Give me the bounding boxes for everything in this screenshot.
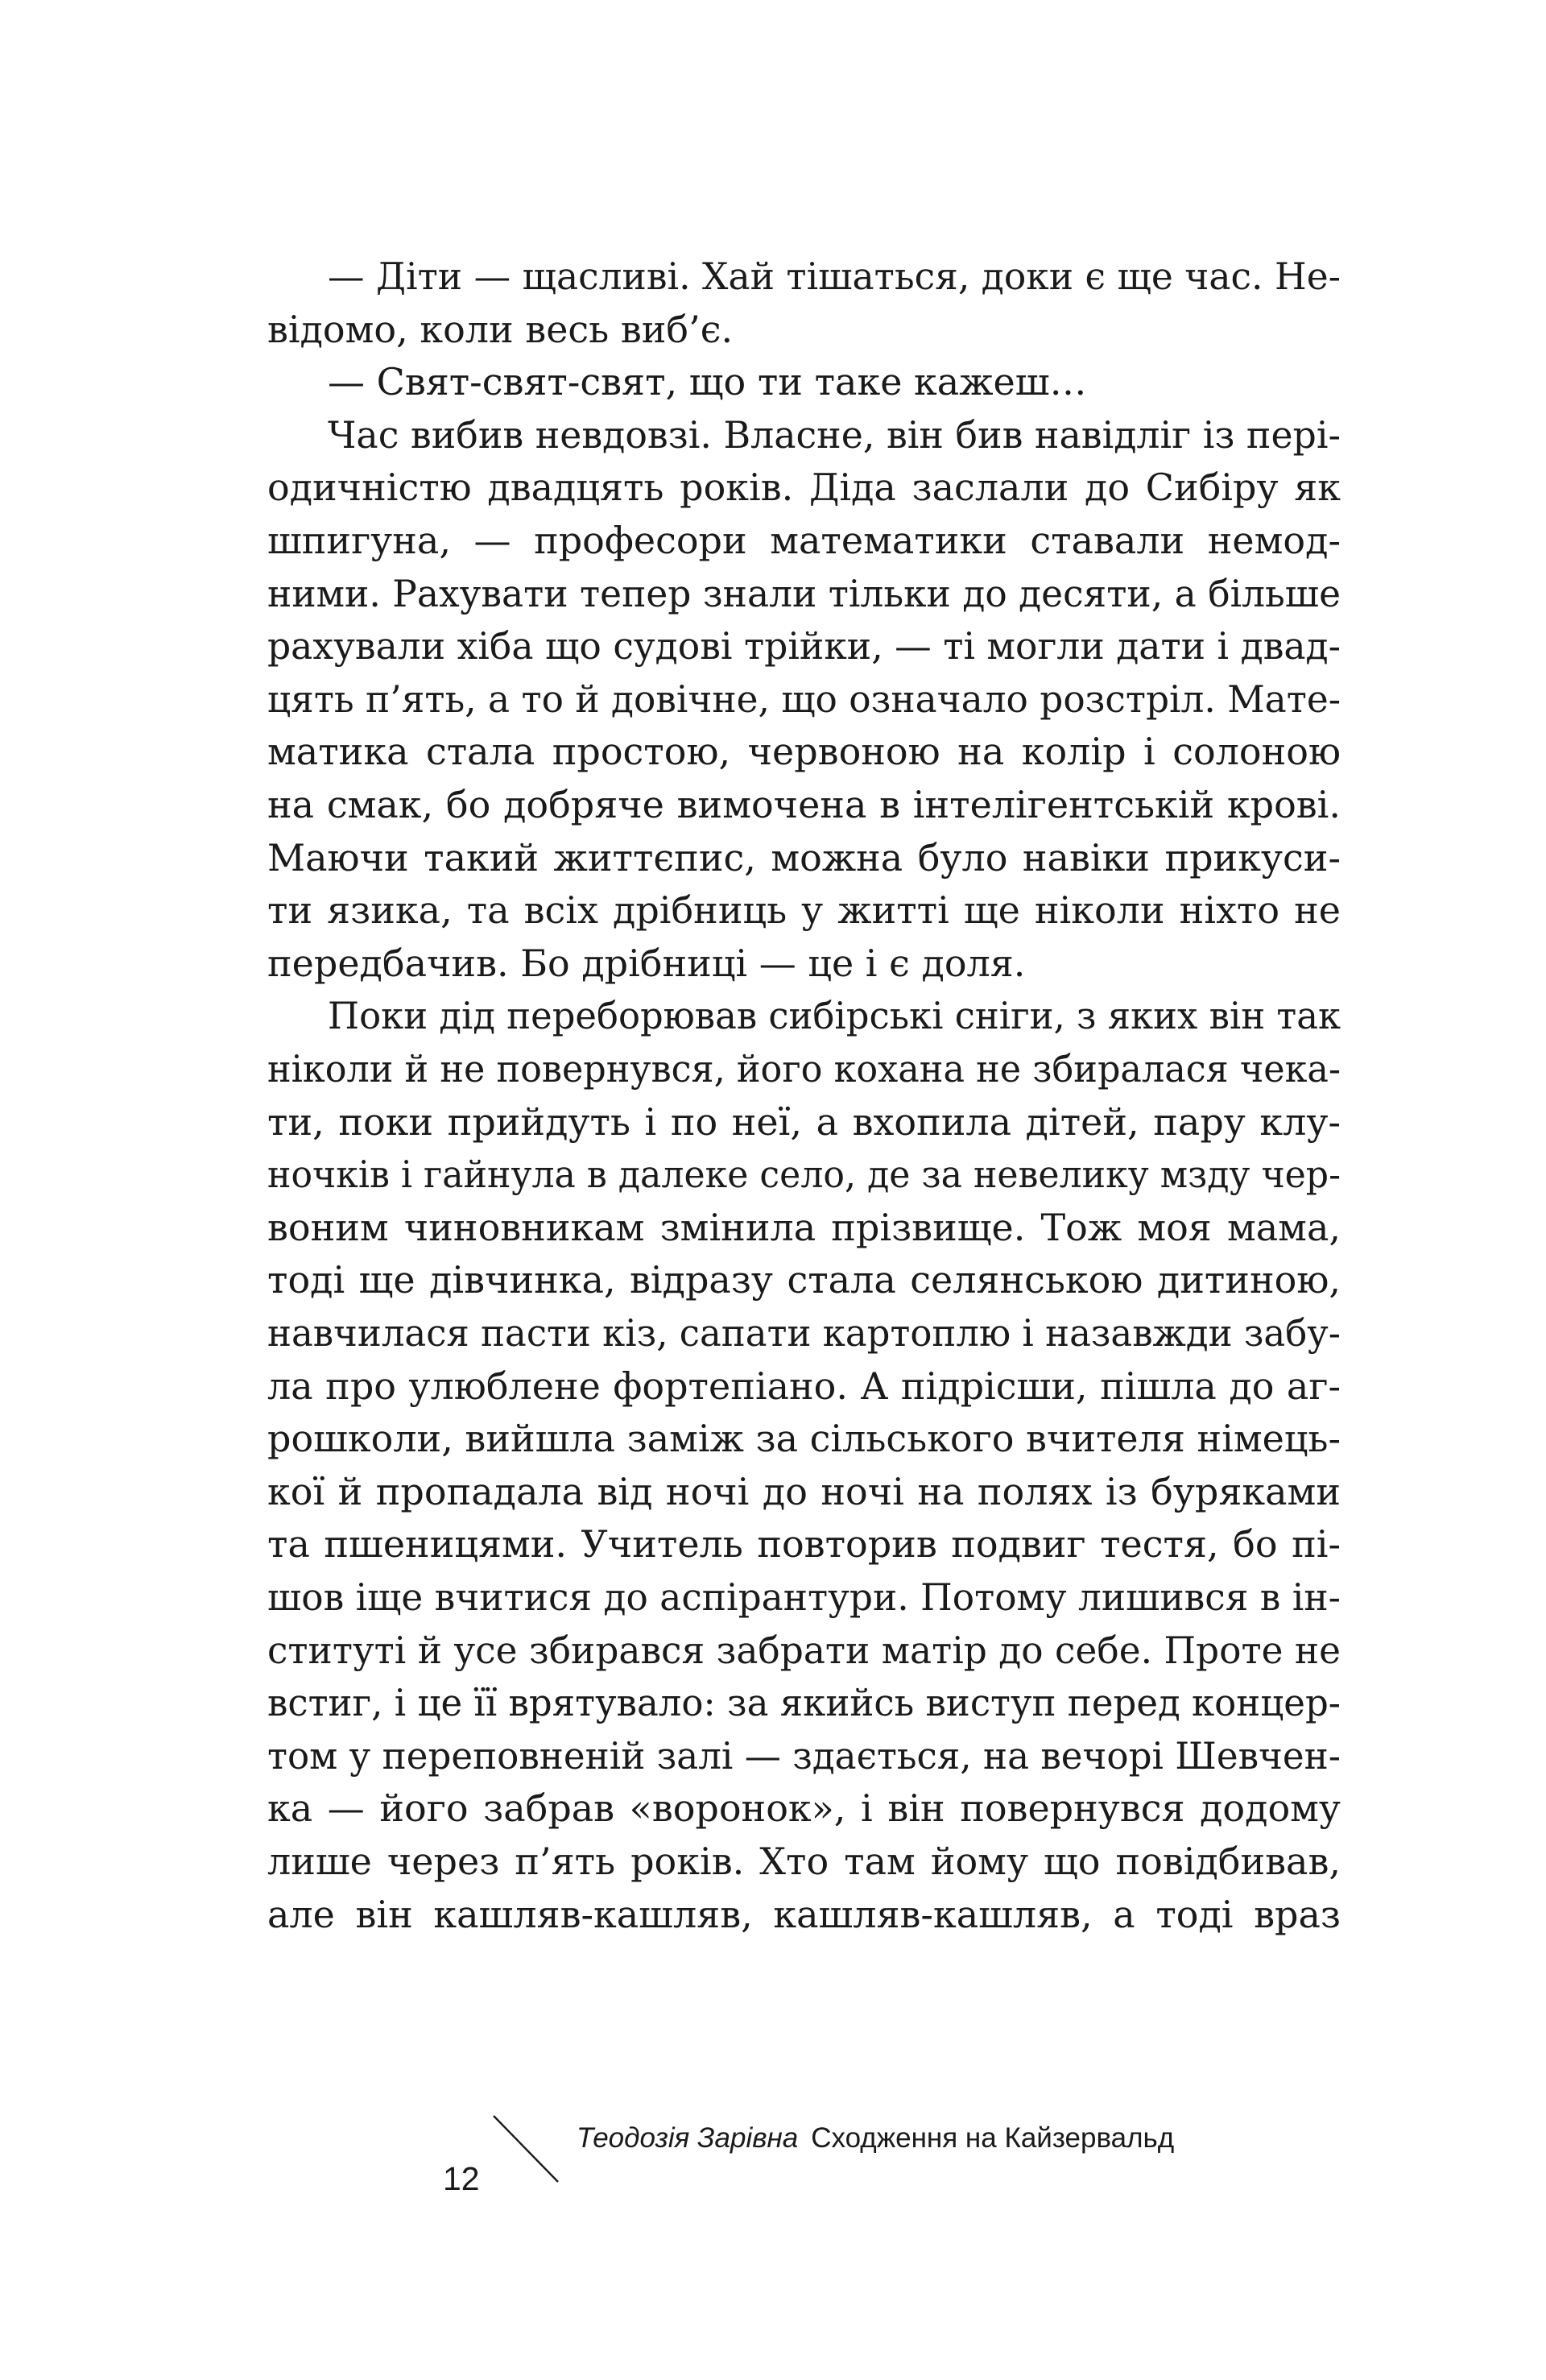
text-line: ка — його забрав «воронок», і він повернувся додому bbox=[267, 1786, 1341, 1831]
text-line: воним чиновникам змінила прізвище. Тож моя мама, bbox=[267, 1205, 1341, 1249]
text-line: встиг, і це її врятувало: за якийсь виступ перед концер- bbox=[267, 1681, 1341, 1725]
text-line: ти язика, та всіх дрібниць у житті ще ніколи ніхто не bbox=[267, 888, 1341, 933]
text-line: одичністю двадцять років. Діда заслали до Сибіру як bbox=[267, 466, 1341, 510]
footer-book-title: Сходження на Кайзервальд bbox=[811, 2122, 1175, 2154]
text-line: навчилася пасти кіз, сапати картоплю і назавжди забу- bbox=[267, 1311, 1341, 1355]
text-line: цять п’ять, а то й довічне, що означало розстріл. Мате- bbox=[267, 677, 1341, 721]
text-line: матика стала простою, червоною на колір і солоною bbox=[267, 730, 1341, 774]
text-line: рошколи, вийшла заміж за сільського вчителя німець- bbox=[267, 1417, 1341, 1461]
text-line: на смак, бо добряче вимочена в інтелігентській крові. bbox=[267, 783, 1341, 826]
text-line: ти, поки прийдуть і по неї, а вхопила дітей, пару клу- bbox=[267, 1099, 1341, 1144]
text-line: ла про улюблене фортепіано. А підрісши, пішла до аг- bbox=[267, 1364, 1341, 1408]
paragraph-first-line: — Діти — щасливі. Хай тішаться, доки є ще час. Не- bbox=[328, 255, 1341, 298]
text-line: та пшеницями. Учитель повторив подвиг тестя, бо пі- bbox=[267, 1522, 1341, 1567]
text-line: передбачив. Бо дрібниці — це і є доля. bbox=[267, 941, 1026, 985]
text-line: ними. Рахувати тепер знали тільки до десяти, а більше bbox=[267, 571, 1341, 615]
text-line: том у переповненій залі — здається, на вечорі Шевчен- bbox=[267, 1733, 1341, 1778]
text-line: лише через п’ять років. Хто там йому що повідбивав, bbox=[267, 1840, 1341, 1883]
text-line: Маючи такий життєпис, можна було навіки прикуси- bbox=[267, 835, 1341, 880]
page-number: 12 bbox=[443, 2160, 480, 2197]
text-line: шпигуна, — професори математики ставали немод- bbox=[267, 519, 1341, 562]
text-line: ституті й усе збирався забрати матір до себе. Проте не bbox=[267, 1628, 1341, 1672]
running-title bbox=[577, 2121, 1174, 2155]
text-line: але він кашляв-кашляв, кашляв-кашляв, а тоді враз bbox=[267, 1892, 1341, 1936]
paragraph-first-line: Час вибив невдовзі. Власне, він бив навідліг із пері- bbox=[328, 412, 1341, 457]
paragraph-first-line: Поки дід переборював сибірські сніги, з яких він так bbox=[328, 994, 1341, 1038]
text-line: шов іще вчитися до аспірантури. Потому лишився в ін- bbox=[267, 1575, 1341, 1619]
diagonal-slash-icon bbox=[491, 2113, 562, 2186]
paragraph-first-line: — Свят-свят-свят, що ти таке кажеш… bbox=[328, 360, 1087, 404]
text-line: тоді ще дівчинка, відразу стала селянською дитиною, bbox=[267, 1258, 1341, 1302]
text-line: ніколи й не повернувся, його кохана не збиралася чека- bbox=[267, 1047, 1341, 1091]
text-line: кої й пропадала від ночі до ночі на полях із буряками bbox=[267, 1469, 1341, 1513]
footer-author: Теодозія Зарівна bbox=[577, 2122, 799, 2154]
text-line: ночків і гайнула в далеке село, де за невелику мзду чер- bbox=[267, 1153, 1341, 1197]
text-line: рахували хіба що судові трійки, — ті могли дати і двад- bbox=[267, 624, 1341, 668]
text-line: відомо, коли весь виб’є. bbox=[267, 307, 734, 351]
